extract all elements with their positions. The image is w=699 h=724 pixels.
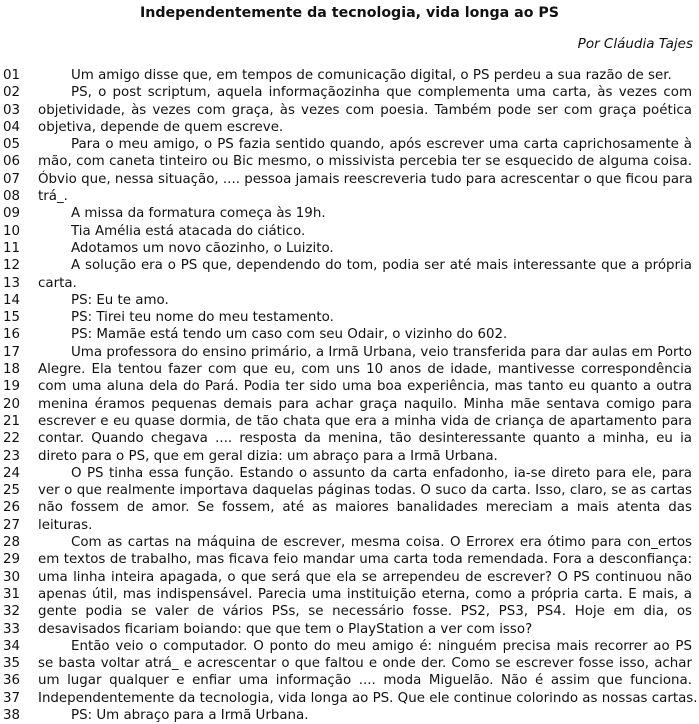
text-line bbox=[0, 707, 699, 724]
text-line bbox=[0, 569, 699, 586]
line-text: Independentemente da tecnologia, vida longa ao PS. Que ele continue colorindo as nossas cartas. bbox=[38, 690, 698, 706]
line-number: 04 bbox=[3, 119, 21, 135]
text-line bbox=[0, 67, 699, 84]
line-number: 10 bbox=[3, 223, 21, 239]
text-line bbox=[0, 326, 699, 343]
line-text: PS, o post scriptum, aquela informaçãozinha que complementa uma carta, às vezes com bbox=[71, 85, 692, 101]
line-number: 14 bbox=[3, 292, 21, 308]
line-text: carta. bbox=[38, 275, 77, 291]
text-line bbox=[0, 136, 699, 153]
line-number: 32 bbox=[3, 604, 21, 620]
line-number: 15 bbox=[3, 310, 21, 326]
text-line bbox=[0, 188, 699, 205]
document-title: Independentemente da tecnologia, vida longa ao PS bbox=[139, 5, 560, 21]
line-text: Óbvio que, nessa situação, .... pessoa jamais reescreveria tudo para acrescentar o que ficou para bbox=[38, 171, 693, 187]
line-number: 22 bbox=[3, 431, 21, 447]
line-text: objetividade, às vezes com graça, às vezes com poesia. Também pode ser com graça poética bbox=[38, 102, 692, 118]
line-text: Uma professora do ensino primário, a Irmã Urbana, veio transferida para dar aulas em Porto bbox=[71, 344, 692, 360]
text-line bbox=[0, 361, 699, 378]
line-text: um lugar qualquer e enfiar uma informação .... moda Miguelão. Não é assim que funciona. bbox=[38, 673, 692, 689]
line-number: 28 bbox=[3, 535, 21, 551]
line-text: ver o que realmente importava daquelas páginas todas. O suco da carta. Isso, claro, se as cartas bbox=[38, 483, 692, 499]
line-number: 05 bbox=[3, 137, 21, 153]
line-text: PS: Tirei teu nome do meu testamento. bbox=[71, 310, 334, 326]
line-text: direto para o PS, que em geral dizia: um abraço para a Irmã Urbana. bbox=[38, 448, 498, 464]
line-text: leituras. bbox=[38, 517, 93, 533]
line-number: 11 bbox=[3, 240, 21, 256]
line-text: Alegre. Ela tentou fazer com que eu, com uns 10 anos de idade, mantivesse correspondência bbox=[38, 362, 692, 378]
text-line bbox=[0, 223, 699, 240]
line-text: em textos de trabalho, mas ficava feio mandar uma carta toda remendada. Fora a desconfiança: bbox=[38, 552, 692, 568]
line-number: 03 bbox=[3, 102, 21, 118]
text-line bbox=[0, 396, 699, 413]
line-number: 13 bbox=[3, 275, 21, 291]
text-line bbox=[0, 171, 699, 188]
line-number: 36 bbox=[3, 673, 21, 689]
line-text: O PS tinha essa função. Estando o assunto da carta enfadonho, ia-se direto para ele, para bbox=[71, 465, 692, 481]
text-line bbox=[0, 205, 699, 222]
text-line bbox=[0, 430, 699, 447]
line-number: 16 bbox=[3, 327, 21, 343]
text-line bbox=[0, 240, 699, 257]
line-text: Um amigo disse que, em tempos de comunicação digital, o PS perdeu a sua razão de ser. bbox=[71, 68, 672, 83]
line-number: 23 bbox=[3, 448, 21, 464]
line-text: PS: Um abraço para a Irmã Urbana. bbox=[71, 707, 309, 723]
line-text: gente podia se valer de vários PSs, se necessário fosse. PS2, PS3, PS4. Hoje em dia, os bbox=[38, 604, 692, 620]
line-number: 26 bbox=[3, 500, 21, 516]
text-line bbox=[0, 482, 699, 499]
text-line bbox=[0, 84, 699, 101]
line-number: 07 bbox=[3, 171, 21, 187]
line-text: trá_. bbox=[38, 189, 68, 205]
text-line bbox=[0, 603, 699, 620]
numbered-text-body bbox=[0, 67, 699, 724]
text-line bbox=[0, 621, 699, 638]
line-number: 18 bbox=[3, 362, 21, 378]
text-line bbox=[0, 413, 699, 430]
line-number: 02 bbox=[3, 85, 21, 101]
text-line bbox=[0, 102, 699, 119]
line-number: 20 bbox=[3, 396, 21, 412]
text-line bbox=[0, 672, 699, 689]
text-line bbox=[0, 275, 699, 292]
line-text: Tia Amélia está atacada do ciático. bbox=[71, 223, 306, 239]
line-text: mão, com caneta tinteiro ou Bic mesmo, o missivista percebia ter se esquecido de alguma coisa. bbox=[38, 154, 692, 170]
line-number: 30 bbox=[3, 569, 21, 585]
text-line bbox=[0, 309, 699, 326]
line-text: contar. Quando chegava .... resposta da menina, tão desinteressante quanto a minha, eu ia bbox=[38, 431, 692, 447]
line-number: 31 bbox=[3, 586, 21, 602]
line-number: 35 bbox=[3, 656, 21, 672]
line-number: 27 bbox=[3, 517, 21, 533]
line-text: Então veio o computador. O ponto do meu amigo é: ninguém precisa mais recorrer ao PS bbox=[71, 638, 692, 654]
line-text: não fossem de amor. Se fossem, até as maiores banalidades mereciam a mais atenta das bbox=[38, 500, 692, 516]
line-text: Adotamos um novo cãozinho, o Luizito. bbox=[71, 240, 334, 256]
text-line bbox=[0, 465, 699, 482]
line-text: Para o meu amigo, o PS fazia sentido quando, após escrever uma carta caprichosamente à bbox=[71, 137, 692, 153]
line-number: 29 bbox=[3, 552, 21, 568]
text-line bbox=[0, 655, 699, 672]
line-text: menina éramos pequenas demais para achar graça naquilo. Minha mãe sentava comigo para bbox=[38, 396, 692, 412]
line-text: objetiva, depende de quem escreve. bbox=[38, 119, 284, 135]
line-number: 06 bbox=[3, 154, 21, 170]
text-line bbox=[0, 586, 699, 603]
text-line bbox=[0, 551, 699, 568]
line-text: uma linha inteira apagada, o que será que ela se arrependeu de escrever? O PS continuou não bbox=[38, 569, 692, 585]
line-text: escrever e eu quase dormia, de tão chata que era a minha vida de criança de apartamento para bbox=[38, 413, 692, 429]
line-text: PS: Eu te amo. bbox=[71, 292, 169, 308]
line-number: 09 bbox=[3, 206, 21, 222]
line-number: 12 bbox=[3, 258, 21, 274]
text-line bbox=[0, 257, 699, 274]
line-text: PS: Mamãe está tendo um caso com seu Odair, o vizinho do 602. bbox=[71, 327, 508, 343]
text-line bbox=[0, 534, 699, 551]
text-line bbox=[0, 292, 699, 309]
text-line bbox=[0, 448, 699, 465]
text-line bbox=[0, 344, 699, 361]
line-number: 08 bbox=[3, 189, 21, 205]
line-number: 17 bbox=[3, 344, 21, 360]
line-number: 25 bbox=[3, 483, 21, 499]
line-number: 01 bbox=[3, 68, 21, 83]
text-line bbox=[0, 378, 699, 395]
line-number: 24 bbox=[3, 465, 21, 481]
line-text: apenas útil, mas indispensável. Parecia uma instituição eterna, como a própria carta. E mais, a bbox=[38, 586, 692, 602]
text-line bbox=[0, 153, 699, 170]
line-text: Com as cartas na máquina de escrever, mesma coisa. O Errorex era ótimo para con_ertos bbox=[71, 535, 692, 551]
line-number: 33 bbox=[3, 621, 21, 637]
line-number: 38 bbox=[3, 707, 21, 723]
line-text: se basta voltar atrá_ e acrescentar o que faltou e onde der. Como se escrever fosse isso, achar bbox=[38, 656, 692, 672]
document-author: Por Cláudia Tajes bbox=[577, 36, 693, 52]
line-number: 21 bbox=[3, 413, 21, 429]
line-text: A missa da formatura começa às 19h. bbox=[71, 206, 326, 222]
text-line bbox=[0, 119, 699, 136]
text-line bbox=[0, 499, 699, 516]
text-line bbox=[0, 638, 699, 655]
text-line bbox=[0, 517, 699, 534]
text-line bbox=[0, 690, 699, 707]
line-text: A solução era o PS que, dependendo do tom, podia ser até mais interessante que a própria bbox=[71, 258, 692, 274]
line-number: 19 bbox=[3, 379, 21, 395]
line-text: com uma aluna dela do Pará. Podia ter sido uma boa experiência, mas tanto eu quanto a outra bbox=[38, 379, 692, 395]
line-number: 37 bbox=[3, 690, 21, 706]
line-number: 34 bbox=[3, 638, 21, 654]
line-text: desavisados ficariam boiando: que que tem o PlayStation a ver com isso? bbox=[38, 621, 533, 637]
